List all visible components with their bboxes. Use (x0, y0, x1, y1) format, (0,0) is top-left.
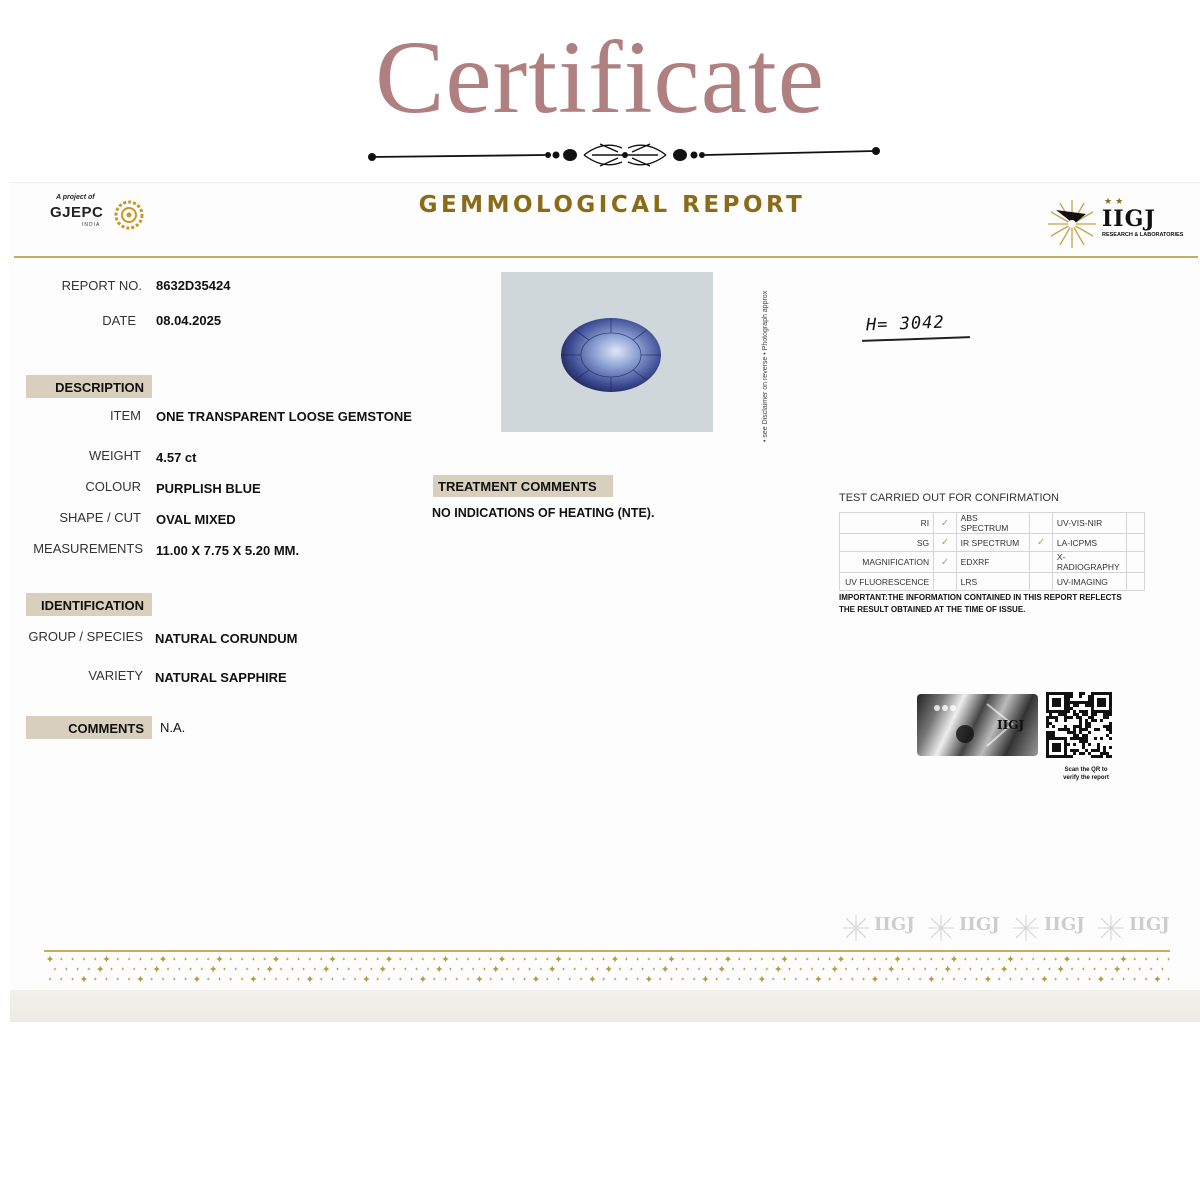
gemstone-photo (501, 272, 713, 432)
comments-value: N.A. (160, 720, 186, 735)
iigj-logo (1046, 194, 1182, 254)
report-number: 8632D35424 (156, 278, 231, 293)
important-lead: IMPORTANT: (839, 593, 888, 602)
date-label: DATE (102, 313, 136, 328)
watermark-name: IIGJ (959, 914, 1000, 935)
test-name: UV-IMAGING (1052, 573, 1126, 591)
decorative-dot-border (44, 954, 1170, 986)
check-icon: ✓ (934, 513, 957, 534)
test-name: UV-VIS-NIR (1052, 513, 1126, 534)
iigj-watermark (1012, 912, 1092, 944)
test-name: MAGNIFICATION (840, 552, 934, 573)
handwritten-note: H= 3042 (865, 312, 945, 336)
gjepc-tagline: A project of (56, 194, 95, 201)
test-name: LRS (956, 573, 1030, 591)
decorative-flourish (360, 130, 890, 180)
iigj-name: IIGJ (1102, 206, 1156, 232)
watermark-name: IIGJ (874, 914, 915, 935)
sapphire-image (559, 316, 663, 394)
sunburst-icon (927, 914, 955, 942)
sunburst-icon (842, 914, 870, 942)
check-icon: ✓ (1030, 534, 1053, 552)
watermark-name: IIGJ (1129, 914, 1170, 935)
iigj-sunburst-icon (1046, 198, 1098, 250)
iigj-sub: RESEARCH & LABORATORIES (1102, 232, 1184, 238)
check-icon: ✓ (934, 534, 957, 552)
check-icon (934, 573, 957, 591)
hologram-seal (917, 694, 1038, 756)
photo-disclaimer-text: • see Disclaimer on reverse • Photograph approx (762, 290, 769, 442)
sunburst-icon (1012, 914, 1040, 942)
test-name: RI (840, 513, 934, 534)
identification-heading: IDENTIFICATION (26, 593, 152, 616)
check-cell (1126, 573, 1144, 591)
sheet-edge (10, 990, 1200, 1022)
qr-caption-line2: verify the report (1063, 775, 1109, 781)
measurements-value: 11.00 X 7.75 X 5.20 MM. (156, 543, 300, 558)
check-icon (1030, 573, 1053, 591)
check-cell (1126, 552, 1144, 573)
report-title: GEMMOLOGICAL REPORT (418, 192, 806, 218)
test-name: EDXRF (956, 552, 1030, 573)
iigj-watermark (927, 912, 1007, 944)
watermark-name: IIGJ (1044, 914, 1085, 935)
tests-title: TEST CARRIED OUT FOR CONFIRMATION (839, 492, 1060, 504)
qr-caption (1046, 766, 1126, 782)
item-label: ITEM (109, 408, 141, 423)
report-date: 08.04.2025 (156, 313, 222, 328)
gjepc-sub: INDIA (82, 222, 101, 228)
shape-cut-value: OVAL MIXED (156, 512, 236, 527)
test-name: UV FLUORESCENCE (840, 573, 934, 591)
iigj-watermark (842, 912, 922, 944)
test-name: SG (840, 534, 934, 552)
check-cell (1126, 534, 1144, 552)
variety-label: VARIETY (88, 668, 143, 683)
tests-row (840, 534, 1145, 552)
iigj-watermark (1097, 912, 1177, 944)
item-value: ONE TRANSPARENT LOOSE GEMSTONE (156, 409, 412, 424)
iigj-stars: ★★ (1104, 196, 1127, 206)
colour-value: PURPLISH BLUE (156, 481, 261, 496)
tests-row (840, 552, 1145, 573)
hologram-name: IIGJ (997, 718, 1025, 732)
footer-divider (44, 950, 1170, 952)
test-name: LA-ICPMS (1052, 534, 1126, 552)
variety-value: NATURAL SAPPHIRE (155, 670, 287, 685)
tests-row (840, 573, 1145, 591)
weight-value: 4.57 ct (156, 450, 197, 465)
treatment-value: NO INDICATIONS OF HEATING (NTE). (432, 506, 655, 520)
test-name: X-RADIOGRAPHY (1052, 552, 1126, 573)
check-cell (1126, 513, 1144, 534)
shape-cut-label: SHAPE / CUT (59, 510, 141, 525)
certificate-headline: Certificate (375, 20, 825, 135)
gjepc-name: GJEPC (50, 204, 104, 221)
group-species-value: NATURAL CORUNDUM (155, 631, 298, 646)
measurements-label: MEASUREMENTS (33, 541, 143, 556)
qr-code-icon[interactable] (1046, 692, 1112, 758)
test-name: ABS SPECTRUM (956, 513, 1030, 534)
qr-caption-line1: Scan the QR to (1064, 767, 1108, 773)
treatment-heading: TREATMENT COMMENTS (433, 475, 613, 497)
check-icon (1030, 513, 1053, 534)
weight-label: WEIGHT (89, 448, 141, 463)
report-number-label: REPORT NO. (61, 278, 142, 293)
group-species-label: GROUP / SPECIES (28, 629, 143, 644)
photo-disclaimer (762, 272, 772, 442)
colour-label: COLOUR (85, 479, 141, 494)
tests-table (839, 512, 1145, 591)
description-heading: DESCRIPTION (26, 375, 152, 398)
sunburst-icon (1097, 914, 1125, 942)
test-name: IR SPECTRUM (956, 534, 1030, 552)
header-divider (14, 256, 1198, 258)
check-icon: ✓ (934, 552, 957, 573)
important-note (839, 592, 1129, 616)
check-icon (1030, 552, 1053, 573)
comments-heading: COMMENTS (26, 716, 152, 739)
tests-row (840, 513, 1145, 534)
important-text: THE INFORMATION CONTAINED IN THIS REPORT REFLECTS THE RESULT OBTAINED AT THE TIME OF ISSUE. (839, 593, 1122, 614)
